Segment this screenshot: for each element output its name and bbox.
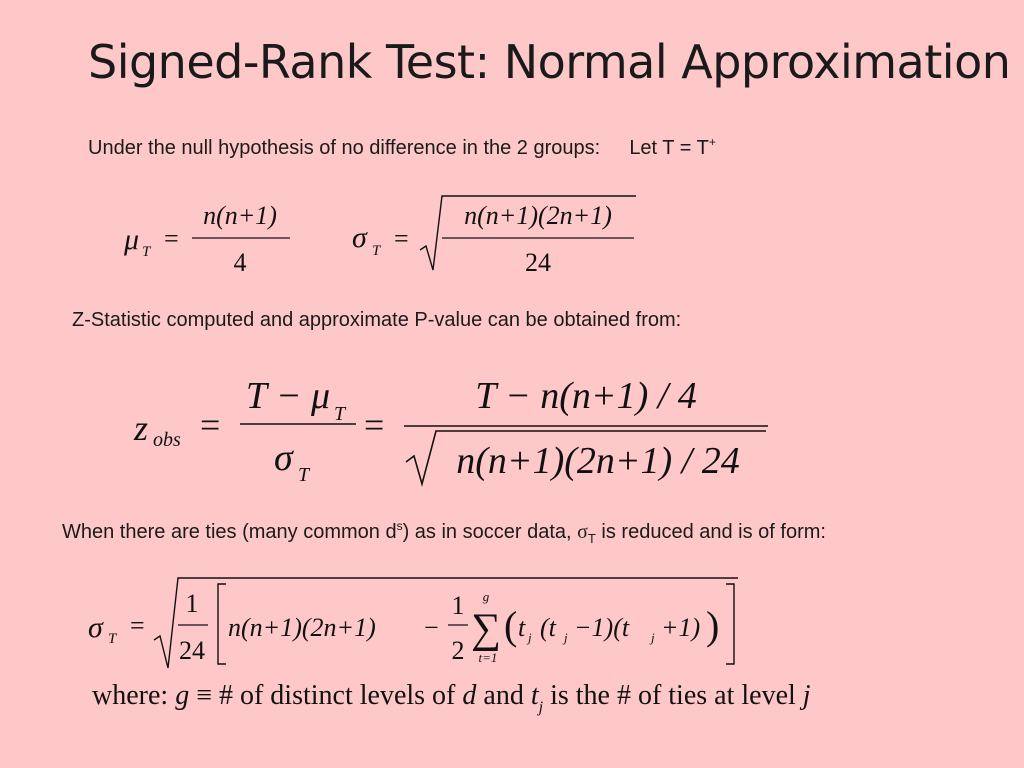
sigma-symbol-formula: σ (352, 221, 367, 254)
z-equals-2: = (364, 405, 385, 445)
z-numerator-1: T − μ (245, 375, 331, 417)
ties-sum-top: g (482, 589, 490, 604)
z-denominator-1-subscript: T (298, 464, 310, 486)
sigma-equals: = (394, 224, 409, 253)
ties-close-paren: ) (706, 603, 720, 648)
page-title: Signed-Rank Test: Normal Approximation (88, 35, 1011, 89)
sigma-numerator: n(n+1)(2n+1) (464, 201, 612, 230)
where-j: j (802, 680, 811, 711)
ties-fraction-numerator: 1 (185, 589, 199, 618)
where-t: t (530, 680, 539, 711)
ties-part2: t (518, 613, 526, 642)
z-denominator-2: n(n+1)(2n+1) / 24 (456, 440, 740, 482)
z-denominator-1: σ (274, 437, 293, 479)
ties-fraction-denominator: 24 (179, 636, 205, 665)
ties-sigma-subscript: T (108, 631, 117, 647)
ties-open-paren: ( (504, 603, 518, 648)
mu-equals: = (164, 224, 179, 253)
intro-text: Under the null hypothesis of no difference in the 2 groups: (88, 137, 601, 159)
ties-intro-after: is reduced and is of form: (595, 521, 826, 543)
where-label: where: (92, 680, 169, 711)
ties-sigma-symbol: σ (88, 611, 103, 644)
mean-formula (123, 201, 290, 277)
z-symbol: z (134, 408, 149, 448)
mu-denominator: 4 (233, 248, 247, 277)
ties-sum-symbol: ∑ (471, 606, 501, 652)
sigma-subscript: T (587, 531, 596, 546)
sigma-denominator: 24 (525, 248, 551, 277)
ties-part4: −1)(t (574, 613, 630, 642)
sigma-symbol: σ (577, 521, 588, 543)
let-text: Let T = T (629, 137, 709, 159)
where-line (92, 680, 811, 716)
where-hash: # (218, 680, 233, 711)
z-equals-1: = (200, 405, 221, 445)
ties-equals: = (130, 611, 145, 640)
let-superscript: + (708, 135, 716, 149)
z-numerator-1-subscript: T (334, 403, 346, 425)
where-d: d (462, 680, 477, 711)
ties-part3: (t (540, 613, 556, 642)
ties-intro-superscript: s (396, 519, 403, 533)
ties-sum-bottom: t=1 (478, 650, 498, 665)
where-equiv: ≡ (196, 680, 212, 711)
where-g: g (175, 680, 190, 711)
std-formula (352, 196, 636, 277)
z-statistic-intro: Z-Statistic computed and approximate P-value can be obtained from: (72, 309, 682, 331)
ties-part1: n(n+1)(2n+1) (228, 613, 376, 642)
where-and: and (483, 680, 524, 711)
ties-part2-subscript: j (528, 630, 532, 645)
ties-part4-subscript: j (651, 630, 655, 645)
where-j-subscript: j (538, 699, 544, 716)
ties-half-denominator: 2 (451, 636, 465, 665)
z-formula (133, 375, 768, 486)
mu-subscript: T (142, 244, 151, 260)
ties-left-bracket (218, 584, 226, 664)
ties-part3-subscript: j (564, 630, 568, 645)
z-numerator-2: T − n(n+1) / 4 (475, 375, 697, 417)
ties-minus: − (424, 613, 439, 642)
where-text2: is the # of ties at level (550, 680, 796, 711)
ties-intro-middle: ) as in soccer data, (402, 521, 578, 543)
mu-numerator: n(n+1) (203, 201, 277, 230)
ties-intro-before: When there are ties (many common d (62, 521, 397, 543)
sigma-formula-subscript: T (372, 243, 381, 259)
ties-half-numerator: 1 (451, 591, 465, 620)
z-subscript: obs (153, 429, 181, 451)
where-text1: of distinct levels of (239, 680, 456, 711)
ties-formula (88, 578, 738, 668)
ties-part5: +1) (661, 613, 701, 642)
ties-right-bracket (726, 584, 734, 664)
mu-symbol: μ (124, 223, 140, 256)
